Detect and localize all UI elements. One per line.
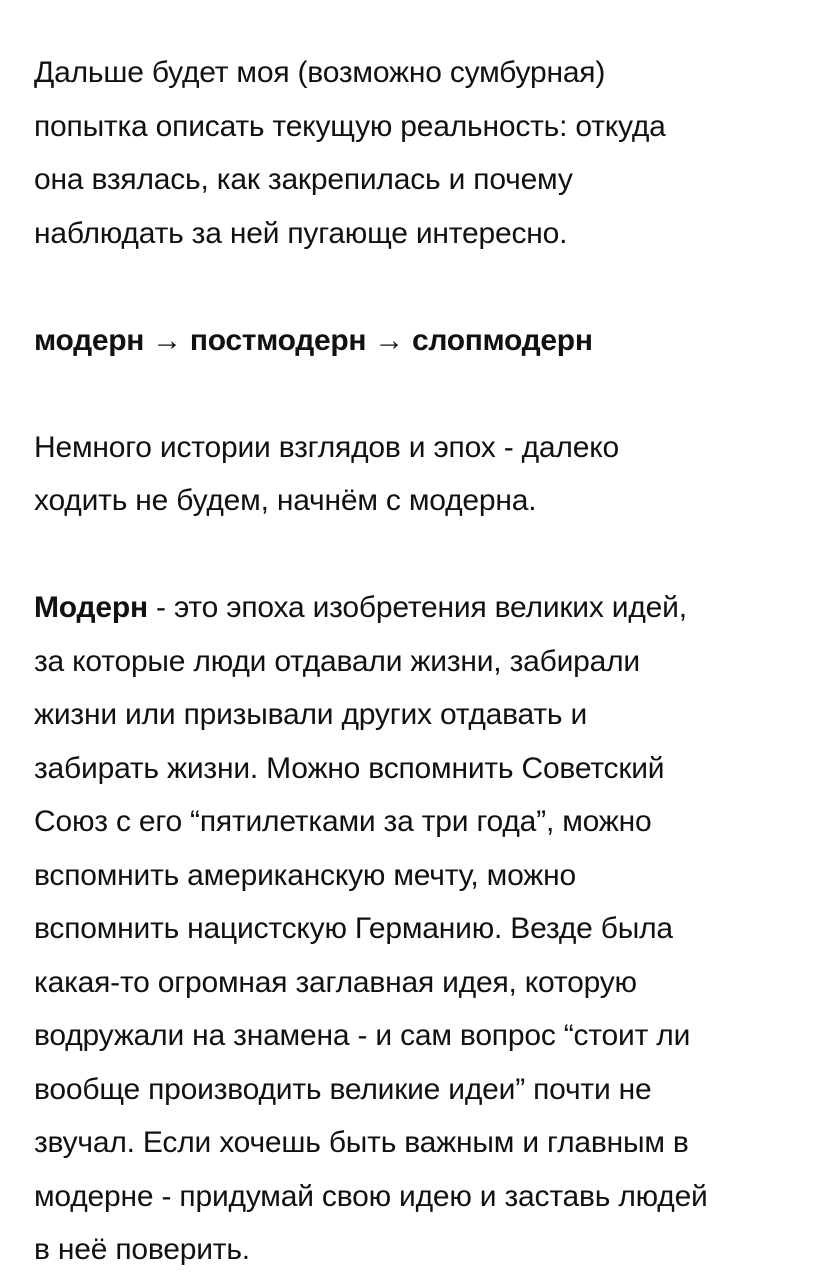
- modern-term: Модерн: [34, 591, 148, 624]
- text-line: жизни или призывали других отдавать и: [34, 698, 588, 731]
- text-line: попытка описать текущую реальность: откуда: [34, 109, 666, 143]
- text-line: модерне - придумай свою идею и заставь людей: [34, 1179, 708, 1213]
- history-paragraph: [34, 421, 794, 528]
- text-line: забирать жизни. Можно вспомнить Советский: [34, 751, 665, 785]
- text-line: какая-то огромная заглавная идея, которую: [34, 965, 637, 999]
- text-line: Немного истории взглядов и эпох - далеко: [34, 430, 619, 464]
- text-line: вообще производить великие идеи” почти не: [34, 1072, 652, 1106]
- modern-definition-start: - это эпоха изобретения великих идей,: [147, 591, 687, 624]
- text-line: наблюдать за ней пугающе интересно.: [34, 216, 568, 250]
- text-line: вспомнить нацистскую Германию. Везде была: [34, 912, 673, 945]
- section-heading: модерн → постмодерн → слопмодерн: [34, 323, 593, 357]
- text-line: ходить не будем, начнём с модерна.: [34, 484, 537, 517]
- text-line: вспомнить американскую мечту, можно: [34, 858, 576, 892]
- text-line: за которые люди отдавали жизни, забирали: [34, 644, 640, 678]
- paragraph-spacer: [34, 367, 794, 421]
- text-line: звучал. Если хочешь быть важным и главным в: [34, 1126, 689, 1159]
- paragraph-spacer: [34, 528, 794, 582]
- text-line: она взялась, как закрепилась и почему: [34, 163, 573, 196]
- intro-paragraph: [34, 46, 794, 260]
- article-body: [34, 46, 794, 1277]
- text-line: в неё поверить.: [34, 1233, 250, 1266]
- text-line: Дальше будет моя (возможно сумбурная): [34, 56, 606, 89]
- text-line: водружали на знамена - и сам вопрос “стоит ли: [34, 1019, 691, 1052]
- paragraph-spacer: [34, 260, 794, 314]
- text-line: Союз с его “пятилетками за три года”, можно: [34, 805, 652, 838]
- modern-paragraph: [34, 581, 794, 1277]
- text-line: [34, 581, 794, 635]
